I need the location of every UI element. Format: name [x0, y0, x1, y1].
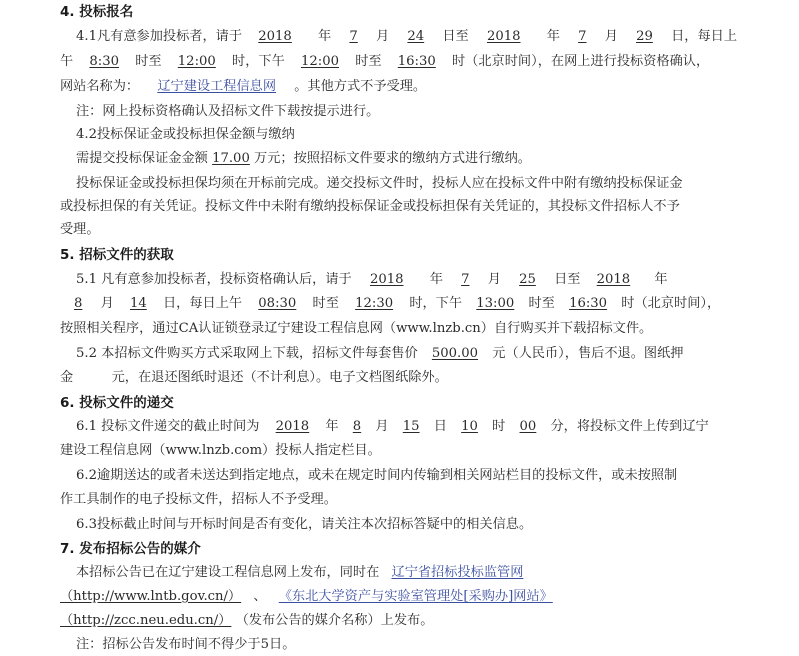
s4-note: 注：网上投标资格确认及招标文件下载按提示进行。 [76, 104, 380, 119]
reg-end-day: 29 [636, 29, 653, 44]
s6-p1-line2: 建设工程信息网（www.lnzb.com）投标人指定栏目。 [60, 443, 381, 458]
text: 日，每日上 [671, 29, 738, 44]
s6-p2-line2: 作工具制作的电子投标文件，招标人不予受理。 [60, 492, 337, 507]
deadline-month: 8 [352, 419, 362, 434]
text: 时至 [355, 54, 382, 69]
s4-p3-line2: 或投标担保的有关凭证。投标文件中未附有缴纳投标保证金或投标担保有关凭证的，其投标文件招标人不予 [60, 199, 680, 214]
s4-p1-line3 [60, 78, 426, 96]
doc-pm-end: 16:30 [569, 296, 608, 311]
text: 月 [487, 272, 501, 287]
text: （发布公告的媒介名称）上发布。 [235, 613, 434, 628]
text: 网站名称为： [60, 79, 140, 94]
s4-p3-line3: 受理。 [60, 222, 100, 237]
doc-pm-start: 13:00 [476, 296, 515, 311]
text: 月 [375, 419, 389, 434]
text: 万元；按照招标文件要求的缴纳方式进行缴纳。 [254, 151, 531, 166]
text: 需提交投标保证金金额 [76, 151, 208, 166]
media-2-link[interactable]: 《东北大学资产与实验室管理处[采购办]网站》 [278, 589, 553, 604]
text: 5.2 本招标文件购买方式采取网上下载，招标文件每套售价 [76, 346, 418, 361]
text: 本招标公告已在辽宁建设工程信息网上发布，同时在 [76, 565, 380, 580]
am-start: 8:30 [89, 54, 120, 69]
s4-p1-line2 [60, 53, 709, 71]
doc-end-month: 8 [74, 296, 83, 311]
doc-price: 500.00 [431, 346, 479, 361]
text: 6.1 投标文件递交的截止时间为 [76, 419, 260, 434]
text: 月 [100, 296, 114, 311]
s7-line2 [60, 588, 553, 606]
reg-start-year: 2018 [258, 29, 292, 44]
s5-p2-line2 [60, 369, 448, 387]
text: 时至 [135, 54, 162, 69]
text: 月 [604, 29, 618, 44]
s6-p3: 6.3投标截止时间与开标时间是否有变化，请关注本次招标答疑中的相关信息。 [76, 517, 533, 532]
site-name: 辽宁建设工程信息网 [157, 79, 277, 94]
doc-start-day: 25 [519, 272, 536, 287]
section-5-title: 5. 招标文件的获取 [60, 247, 174, 263]
reg-end-year: 2018 [486, 29, 521, 44]
text: 时 [492, 419, 506, 434]
text: 元（人民币），售后不退。图纸押 [492, 346, 684, 361]
s5-p1-line1 [76, 271, 668, 289]
media-2-url[interactable]: （http://zcc.neu.edu.cn/） [60, 613, 232, 628]
s4-p2-title: 4.2投标保证金或投标担保金额与缴纳 [76, 127, 295, 142]
doc-am-start: 08:30 [258, 296, 297, 311]
text: 年 [654, 272, 668, 287]
s4-p1-line1 [76, 28, 737, 46]
doc-end-day: 14 [129, 296, 147, 311]
pm-start: 12:00 [300, 54, 339, 69]
text: 时至 [312, 296, 339, 311]
s7-line1 [76, 564, 531, 582]
text: 年 [429, 272, 443, 287]
s7-note: 注：招标公告发布时间不得少于5日。 [76, 637, 296, 652]
deadline-hour: 10 [461, 419, 478, 434]
s4-p3-line1: 投标保证金或投标担保均须在开标前完成。递交投标文件时，投标人应在投标文件中附有缴纳投标保证金 [76, 176, 683, 191]
reg-start-month: 7 [349, 29, 358, 44]
text: 时，下午 [409, 296, 463, 311]
text: 日至 [442, 29, 469, 44]
text: 日 [433, 419, 447, 434]
section-7-title: 7. 发布招标公告的媒介 [60, 541, 201, 557]
s5-p2-line1 [76, 345, 683, 363]
text: 月 [376, 29, 390, 44]
deadline-minute: 00 [519, 419, 537, 434]
am-end: 12:00 [177, 54, 216, 69]
text: 、 [253, 589, 267, 604]
text: 日，每日上午 [162, 296, 243, 311]
text: 年 [318, 29, 332, 44]
doc-start-year: 2018 [369, 272, 404, 287]
doc-am-end: 12:30 [355, 296, 394, 311]
media-1-link[interactable]: 辽宁省招标投标监管网 [391, 565, 524, 580]
s6-p1-line1 [76, 418, 709, 436]
text: 金 [60, 370, 74, 385]
s5-p1-line2 [60, 295, 720, 313]
section-4-title: 4. 投标报名 [60, 4, 134, 20]
text: 年 [546, 29, 560, 44]
text: 年 [325, 419, 339, 434]
text: 5.1 凡有意参加投标者，投标资格确认后，请于 [76, 272, 352, 287]
text: 时至 [528, 296, 555, 311]
s6-p2-line1: 6.2逾期送达的或者未送达到指定地点，或未在规定时间内传输到相关网站栏目的投标文件，或未按照制 [76, 468, 678, 483]
deadline-year: 2018 [275, 419, 310, 434]
s5-p1-line3: 按照相关程序，通过CA认证锁登录辽宁建设工程信息网（www.lnzb.cn）自行购买并下载招标文件。 [60, 321, 653, 336]
pm-end: 16:30 [397, 54, 436, 69]
deadline-day: 15 [402, 419, 420, 434]
doc-end-year: 2018 [596, 272, 631, 287]
media-1-url[interactable]: （http://www.lntb.gov.cn/） [60, 589, 242, 604]
text: 时（北京时间），在网上进行投标资格确认， [451, 54, 710, 69]
text: 元，在退还图纸时退还（不计利息）。电子文档图纸除外。 [111, 370, 448, 385]
s7-line3 [60, 612, 433, 630]
text: 日至 [554, 272, 581, 287]
reg-end-month: 7 [578, 29, 587, 44]
section-6-title: 6. 投标文件的递交 [60, 395, 174, 411]
bond-amount: 17.00 [212, 151, 250, 166]
text: 。其他方式不予受理。 [294, 79, 427, 94]
doc-start-month: 7 [461, 272, 470, 287]
s4-p2-line [76, 150, 531, 168]
text: 时（北京时间）， [621, 296, 721, 311]
text: 时，下午 [232, 54, 285, 69]
text: 午 [60, 54, 74, 69]
text: 4.1凡有意参加投标者，请于 [76, 29, 243, 44]
reg-start-day: 24 [407, 29, 425, 44]
text: 分，将投标文件上传到辽宁 [550, 419, 709, 434]
